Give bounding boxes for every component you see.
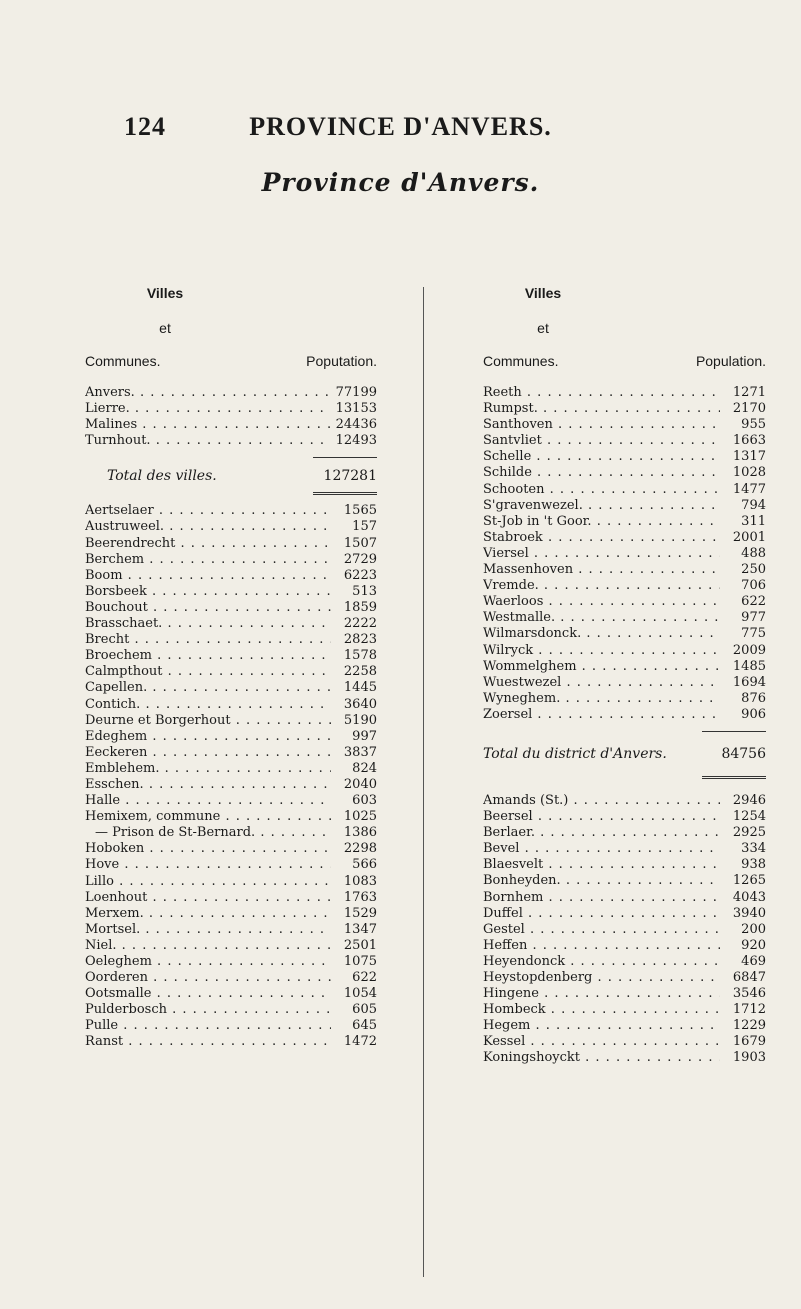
population-value: 1386: [343, 825, 377, 841]
total-villes-label: Total des villes.: [107, 468, 217, 485]
commune-name: Calmpthout . . .: [85, 664, 331, 680]
population-value: 645: [352, 1018, 377, 1034]
population-value: 334: [741, 841, 766, 857]
population-value: 1712: [732, 1002, 766, 1018]
population-value: 1903: [732, 1050, 766, 1066]
commune-name: Santvliet . . .: [483, 433, 720, 449]
population-value: 5190: [343, 712, 377, 728]
total-district-label: Total du district d'Anvers.: [483, 745, 667, 762]
population-value: 3546: [732, 986, 766, 1002]
population-value: 24436: [335, 417, 377, 433]
table-row: [483, 594, 766, 610]
commune-name: Deurne et Borgerhout . . .: [85, 713, 331, 729]
commune-name: Halle . . .: [85, 793, 331, 809]
commune-name: Brasschaet. . . .: [85, 616, 331, 632]
commune-name: Waerloos . . .: [483, 594, 720, 610]
population-value: 488: [741, 545, 766, 561]
commune-name: Ootsmalle . . .: [85, 986, 331, 1002]
rule: [702, 731, 766, 732]
commune-name: Borsbeek . . .: [85, 584, 331, 600]
commune-name: Viersel . . .: [483, 546, 720, 562]
commune-name: Emblehem. . . .: [85, 761, 331, 777]
population-value: 997: [352, 728, 377, 744]
table-row: [85, 906, 377, 922]
population-value: 1083: [343, 873, 377, 889]
table-row: [85, 584, 377, 600]
commune-name: Hombeck . . .: [483, 1002, 720, 1018]
population-value: 2001: [732, 529, 766, 545]
commune-name: Hoboken . . .: [85, 841, 331, 857]
commune-name: St-Job in 't Goor. . . .: [483, 514, 720, 530]
population-value: 2823: [343, 632, 377, 648]
population-value: 1054: [343, 986, 377, 1002]
population-value: 3837: [343, 744, 377, 760]
table-row: [483, 793, 766, 809]
table-row: [85, 664, 377, 680]
table-row: [483, 857, 766, 873]
table-row: [483, 1034, 766, 1050]
commune-name: Kessel . . .: [483, 1034, 720, 1050]
table-row: [483, 433, 766, 449]
commune-name: Beersel . . .: [483, 809, 720, 825]
population-value: 2925: [732, 825, 766, 841]
table-row: [85, 680, 377, 696]
population-value: 977: [741, 610, 766, 626]
population-value: 1565: [343, 503, 377, 519]
table-row: [85, 890, 377, 906]
population-value: 906: [741, 706, 766, 722]
table-row: [85, 761, 377, 777]
communes-list: [85, 503, 377, 1050]
table-row: [483, 626, 766, 642]
population-value: 1507: [343, 535, 377, 551]
left-column-heading: [85, 285, 377, 385]
table-row: [483, 578, 766, 594]
commune-name: Westmalle. . . .: [483, 610, 720, 626]
population-value: 1472: [343, 1034, 377, 1050]
table-row: [483, 498, 766, 514]
population-value: 2009: [732, 642, 766, 658]
population-value: 706: [741, 578, 766, 594]
population-value: 1271: [732, 385, 766, 400]
commune-name: Wilmarsdonck. . . .: [483, 626, 720, 642]
table-row: [85, 433, 377, 449]
population-value: 311: [741, 513, 766, 529]
table-row: [483, 385, 766, 401]
heading-population: Poputation.: [306, 353, 377, 369]
total-villes: [85, 464, 377, 488]
commune-name: Bonheyden. . . .: [483, 873, 720, 889]
commune-name: S'gravenwezel. . . .: [483, 498, 720, 514]
table-row: [483, 675, 766, 691]
population-value: 605: [352, 1002, 377, 1018]
table-row: [483, 1050, 766, 1066]
commune-name: Santhoven . . .: [483, 417, 720, 433]
population-value: 1445: [343, 680, 377, 696]
heading-population: Population.: [695, 353, 766, 369]
commune-name: Wommelghem . . .: [483, 659, 720, 675]
commune-name: Pulderbosch . . .: [85, 1002, 331, 1018]
commune-name: Bevel . . .: [483, 841, 720, 857]
communes-list-b: [483, 793, 766, 1067]
table-row: [483, 938, 766, 954]
commune-name: Beerendrecht . . .: [85, 536, 331, 552]
population-value: 13153: [335, 401, 377, 417]
table-row: [483, 417, 766, 433]
table-row: [85, 385, 377, 401]
population-value: 1254: [732, 809, 766, 825]
population-value: 4043: [732, 889, 766, 905]
commune-name: Aertselaer . . .: [85, 503, 331, 519]
villes-list: [85, 385, 377, 449]
population-value: 1229: [732, 1018, 766, 1034]
table-row: [85, 632, 377, 648]
commune-name: Zoersel . . .: [483, 707, 720, 723]
commune-name: Massenhoven . . .: [483, 562, 720, 578]
page-number: 124: [124, 112, 166, 141]
table-row: [85, 568, 377, 584]
population-value: 157: [352, 519, 377, 535]
table-row: [483, 449, 766, 465]
commune-name: Anvers. . . .: [85, 385, 330, 401]
population-value: 3640: [343, 696, 377, 712]
table-row: [483, 1018, 766, 1034]
population-value: 200: [741, 921, 766, 937]
table-row: [85, 519, 377, 535]
commune-name: Wuestwezel . . .: [483, 675, 720, 691]
table-row: [85, 552, 377, 568]
table-row: [483, 514, 766, 530]
table-row: [85, 874, 377, 890]
commune-name: Hegem . . .: [483, 1018, 720, 1034]
population-value: 1025: [343, 809, 377, 825]
commune-name: Brecht . . .: [85, 632, 331, 648]
commune-name: Oorderen . . .: [85, 970, 331, 986]
commune-name: Ranst . . .: [85, 1034, 331, 1050]
population-value: 1694: [732, 674, 766, 690]
population-value: 938: [741, 857, 766, 873]
table-row: [85, 1002, 377, 1018]
table-row: [483, 546, 766, 562]
table-row: [483, 986, 766, 1002]
commune-name: Berchem . . .: [85, 552, 331, 568]
total-villes-value: 127281: [323, 468, 377, 485]
population-value: 824: [352, 760, 377, 776]
table-row: [85, 777, 377, 793]
population-value: 775: [741, 626, 766, 642]
table-row: [483, 707, 766, 723]
commune-name: Koningshoyckt . . .: [483, 1050, 720, 1066]
table-row: [85, 857, 377, 873]
table-row: [85, 970, 377, 986]
table-row: [483, 922, 766, 938]
rule: [313, 457, 377, 458]
commune-name: Hove . . .: [85, 857, 331, 873]
commune-name: Austruweel. . . .: [85, 519, 331, 535]
commune-name: Bouchout . . .: [85, 600, 331, 616]
heading-et: et: [159, 320, 171, 336]
population-value: 2298: [343, 841, 377, 857]
table-row: [483, 530, 766, 546]
commune-name: Gestel . . .: [483, 922, 720, 938]
table-row: [483, 610, 766, 626]
table-row: [85, 825, 377, 841]
communes-list-a: [483, 385, 766, 723]
commune-name: Stabroek . . .: [483, 530, 720, 546]
population-value: 513: [352, 583, 377, 599]
table-row: [85, 841, 377, 857]
table-row: [483, 825, 766, 841]
population-value: 2258: [343, 664, 377, 680]
population-value: 2222: [343, 616, 377, 632]
commune-name: Lierre. . . .: [85, 401, 330, 417]
commune-name: Capellen. . . .: [85, 680, 331, 696]
table-row: [483, 809, 766, 825]
table-row: [483, 643, 766, 659]
population-value: 876: [741, 690, 766, 706]
population-value: 1265: [732, 873, 766, 889]
table-row: [85, 729, 377, 745]
commune-name: Boom . . .: [85, 568, 331, 584]
section-title: Province d'Anvers.: [261, 168, 540, 197]
heading-communes: Communes.: [483, 353, 559, 369]
table-row: [85, 503, 377, 519]
commune-name: Heystopdenberg . . .: [483, 970, 720, 986]
population-value: 603: [352, 793, 377, 809]
population-value: 2729: [343, 551, 377, 567]
population-value: 3940: [732, 905, 766, 921]
population-value: 2501: [343, 937, 377, 953]
commune-name: Lillo . . .: [85, 874, 331, 890]
table-row: [483, 401, 766, 417]
table-row: [85, 793, 377, 809]
table-row: [85, 616, 377, 632]
table-row: [483, 906, 766, 922]
commune-name: Malines . . .: [85, 417, 330, 433]
commune-name: Merxem. . . .: [85, 906, 331, 922]
right-column: [483, 285, 766, 1067]
table-row: [483, 970, 766, 986]
total-district-value: 84756: [721, 745, 766, 762]
commune-name: Wyneghem. . . .: [483, 691, 720, 707]
table-row: [85, 401, 377, 417]
commune-name: Esschen. . . .: [85, 777, 331, 793]
table-row: [85, 922, 377, 938]
population-value: 77199: [335, 385, 377, 400]
commune-name: Eeckeren . . .: [85, 745, 331, 761]
population-value: 1317: [732, 449, 766, 465]
table-row: [85, 938, 377, 954]
table-row: [85, 986, 377, 1002]
population-value: 622: [352, 970, 377, 986]
population-value: 794: [741, 497, 766, 513]
commune-name: Turnhout. . . .: [85, 433, 330, 449]
commune-name: Niel. . . .: [85, 938, 331, 954]
commune-name: Blaesvelt . . .: [483, 857, 720, 873]
heading-villes: Villes: [146, 285, 184, 301]
population-value: 1763: [343, 889, 377, 905]
population-value: 2040: [343, 776, 377, 792]
population-value: 920: [741, 937, 766, 953]
population-value: 2170: [732, 401, 766, 417]
heading-et: et: [537, 320, 549, 336]
commune-name: Vremde. . . .: [483, 578, 720, 594]
commune-name: Amands (St.) . . .: [483, 793, 720, 809]
population-value: 1485: [732, 658, 766, 674]
population-value: 566: [352, 857, 377, 873]
commune-name: Broechem . . .: [85, 648, 331, 664]
table-row: [85, 954, 377, 970]
column-divider: [423, 287, 424, 1277]
table-row: [483, 1002, 766, 1018]
commune-name: Schilde . . .: [483, 465, 720, 481]
commune-name: Wilryck . . .: [483, 643, 720, 659]
table-row: [85, 697, 377, 713]
right-column-heading: [483, 285, 766, 385]
population-value: 1679: [732, 1034, 766, 1050]
commune-name: Hemixem, commune . . .: [85, 809, 331, 825]
heading-villes: Villes: [524, 285, 562, 301]
population-value: 1477: [732, 481, 766, 497]
population-value: 12493: [335, 433, 377, 449]
population-value: 1859: [343, 599, 377, 615]
total-district: [483, 742, 766, 766]
commune-name: Heffen . . .: [483, 938, 720, 954]
population-value: 6847: [732, 970, 766, 985]
page-header: [0, 112, 801, 142]
commune-name: Pulle . . .: [85, 1018, 331, 1034]
commune-name: Schooten . . .: [483, 482, 720, 498]
table-row: [85, 745, 377, 761]
table-row: [483, 954, 766, 970]
table-row: [483, 691, 766, 707]
table-row: [85, 1034, 377, 1050]
table-row: [483, 873, 766, 889]
table-row: [85, 417, 377, 433]
table-row: [85, 1018, 377, 1034]
left-column: [85, 285, 377, 1051]
commune-name: Duffel . . .: [483, 906, 720, 922]
commune-name: Reeth . . .: [483, 385, 720, 401]
population-value: 622: [741, 594, 766, 610]
table-row: [85, 713, 377, 729]
population-value: 955: [741, 417, 766, 433]
population-value: 2946: [732, 792, 766, 808]
population-value: 469: [741, 953, 766, 969]
commune-name: Hingene . . .: [483, 986, 720, 1002]
commune-name: Bornhem . . .: [483, 890, 720, 906]
population-value: 1578: [343, 648, 377, 664]
table-row: [85, 600, 377, 616]
table-row: [85, 809, 377, 825]
commune-name: — Prison de St-Bernard. . . .: [85, 825, 331, 841]
commune-name: Rumpst. . . .: [483, 401, 720, 417]
population-value: 6223: [343, 567, 377, 583]
commune-name: Mortsel. . . .: [85, 922, 331, 938]
commune-name: Heyendonck . . .: [483, 954, 720, 970]
commune-name: Oeleghem . . .: [85, 954, 331, 970]
population-value: 1529: [343, 905, 377, 921]
commune-name: Contich. . . .: [85, 697, 331, 713]
population-value: 1075: [343, 954, 377, 969]
table-row: [483, 562, 766, 578]
table-row: [483, 482, 766, 498]
table-row: [483, 465, 766, 481]
table-row: [85, 648, 377, 664]
population-value: 1663: [732, 433, 766, 449]
table-row: [483, 659, 766, 675]
commune-name: Loenhout . . .: [85, 890, 331, 906]
page-title: PROVINCE D'ANVERS.: [249, 112, 552, 141]
table-row: [483, 890, 766, 906]
table-row: [483, 841, 766, 857]
population-value: 250: [741, 562, 766, 578]
population-value: 1347: [343, 921, 377, 937]
population-value: 1028: [732, 465, 766, 481]
table-row: [85, 536, 377, 552]
heading-communes: Communes.: [85, 353, 161, 369]
commune-name: Schelle . . .: [483, 449, 720, 465]
commune-name: Edeghem . . .: [85, 729, 331, 745]
commune-name: Berlaer. . . .: [483, 825, 720, 841]
